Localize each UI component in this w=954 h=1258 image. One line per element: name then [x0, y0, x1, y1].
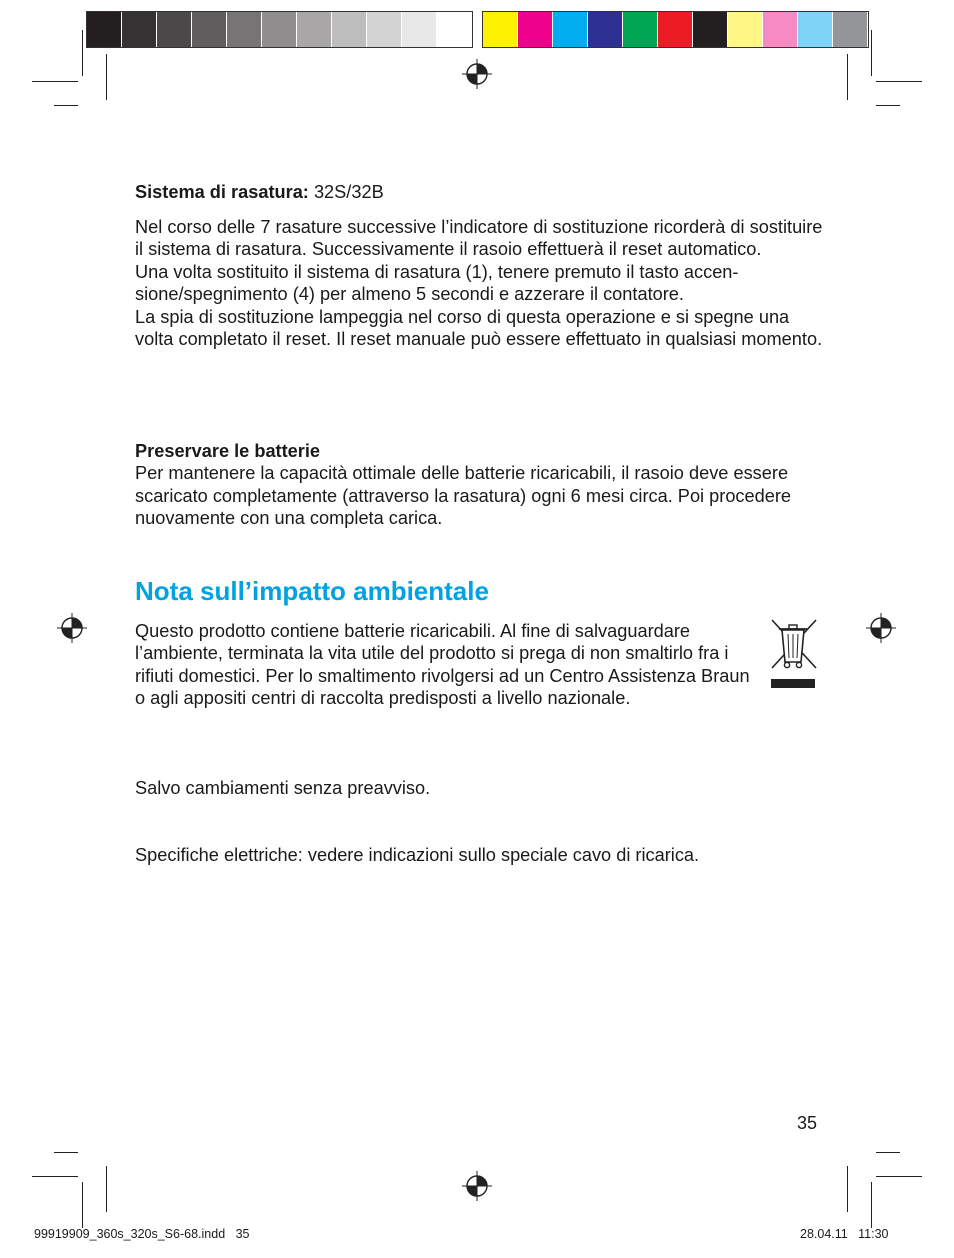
- color-swatch: [483, 12, 518, 47]
- paragraph: Nel corso delle 7 rasature successive l’indicatore di sostituzione ricorderà di sostituire il sistema di rasatura. Successivamente il rasoio effettuerà il reset automatico.: [135, 217, 823, 260]
- crop-mark: [32, 81, 78, 82]
- specs-text: Specifiche elettriche: vedere indicazioni sullo speciale cavo di ricarica.: [135, 845, 700, 865]
- color-swatch: [157, 12, 192, 47]
- color-swatch: [658, 12, 693, 47]
- slug-datetime: 28.04.11 11:30: [800, 1227, 889, 1241]
- color-swatch: [297, 12, 332, 47]
- page-number: 35: [797, 1113, 818, 1133]
- weee-crossed-bin-icon: [768, 618, 818, 690]
- paragraph: La spia di sostituzione lampeggia nel corso di questa operazione e si spegne una volta completato il reset. Il reset manuale può essere effettuato in qualsiasi momento.: [135, 306, 823, 350]
- paragraph: Questo prodotto contiene batterie ricaricabili. Al fine di salvaguardare l’ambiente, terminata la vita utile del prodotto si prega di non smaltirlo fra i rifiuti domestici. Per lo smaltimento rivolgersi ad un Centro Assistenza Braun o agli appositi centri di raccolta predisposti a livello nazionale.: [135, 621, 750, 709]
- slug-filename: 99919909_360s_320s_S6-68.indd 35: [34, 1227, 250, 1241]
- shaving-system-section: [135, 181, 825, 203]
- crop-mark: [871, 30, 872, 76]
- environment-section: [135, 620, 760, 710]
- shaving-system-model: 32S/32B: [313, 182, 384, 202]
- crop-mark: [876, 1152, 900, 1153]
- crop-mark: [106, 54, 107, 100]
- crop-mark: [876, 81, 922, 82]
- color-swatch: [402, 12, 437, 47]
- notice-text: Salvo cambiamenti senza preavviso.: [135, 778, 431, 798]
- crop-mark: [106, 1166, 107, 1212]
- registration-mark-icon: [866, 613, 896, 643]
- crop-mark: [847, 54, 848, 100]
- shaving-system-body: [135, 216, 825, 350]
- shaving-system-line: [135, 181, 825, 203]
- color-swatch: [553, 12, 588, 47]
- color-swatch: [763, 12, 798, 47]
- color-swatch: [262, 12, 297, 47]
- paragraph: Una volta sostituito il sistema di rasatura (1), tenere premuto il tasto accen-sione/spegnimento (4) per almeno 5 secondi e azzerare il contatore.: [135, 261, 739, 305]
- process-color-bar: [482, 11, 869, 48]
- color-swatch: [227, 12, 262, 47]
- registration-mark-icon: [462, 59, 492, 89]
- color-swatch: [122, 12, 157, 47]
- environment-heading: Nota sull’impatto ambientale: [135, 576, 489, 606]
- battery-section-title: Preservare le batterie: [135, 441, 321, 461]
- battery-section: [135, 440, 825, 530]
- color-swatch: [833, 12, 868, 47]
- paragraph: Per mantenere la capacità ottimale delle batterie ricaricabili, il rasoio deve essere scaricato completamente (attraverso la rasatura) ogni 6 mesi circa. Poi procedere nuovamente con una completa carica.: [135, 463, 792, 529]
- color-swatch: [518, 12, 553, 47]
- color-swatch: [437, 12, 472, 47]
- crop-mark: [54, 105, 78, 106]
- color-swatch: [87, 12, 122, 47]
- grayscale-color-bar: [86, 11, 473, 48]
- shaving-system-label: Sistema di rasatura:: [135, 182, 309, 202]
- color-swatch: [367, 12, 402, 47]
- crop-mark: [876, 1176, 922, 1177]
- crop-mark: [54, 1152, 78, 1153]
- crop-mark: [82, 30, 83, 76]
- color-swatch: [798, 12, 833, 47]
- registration-mark-icon: [57, 613, 87, 643]
- crop-mark: [82, 1182, 83, 1228]
- color-swatch: [588, 12, 623, 47]
- notice: [135, 777, 825, 799]
- crop-mark: [871, 1182, 872, 1228]
- color-swatch: [693, 12, 728, 47]
- crop-mark: [847, 1166, 848, 1212]
- color-swatch: [623, 12, 658, 47]
- color-swatch: [332, 12, 367, 47]
- crop-mark: [32, 1176, 78, 1177]
- color-swatch: [728, 12, 763, 47]
- registration-mark-icon: [462, 1171, 492, 1201]
- crop-mark: [876, 105, 900, 106]
- color-swatch: [192, 12, 227, 47]
- electrical-specs: [135, 844, 825, 866]
